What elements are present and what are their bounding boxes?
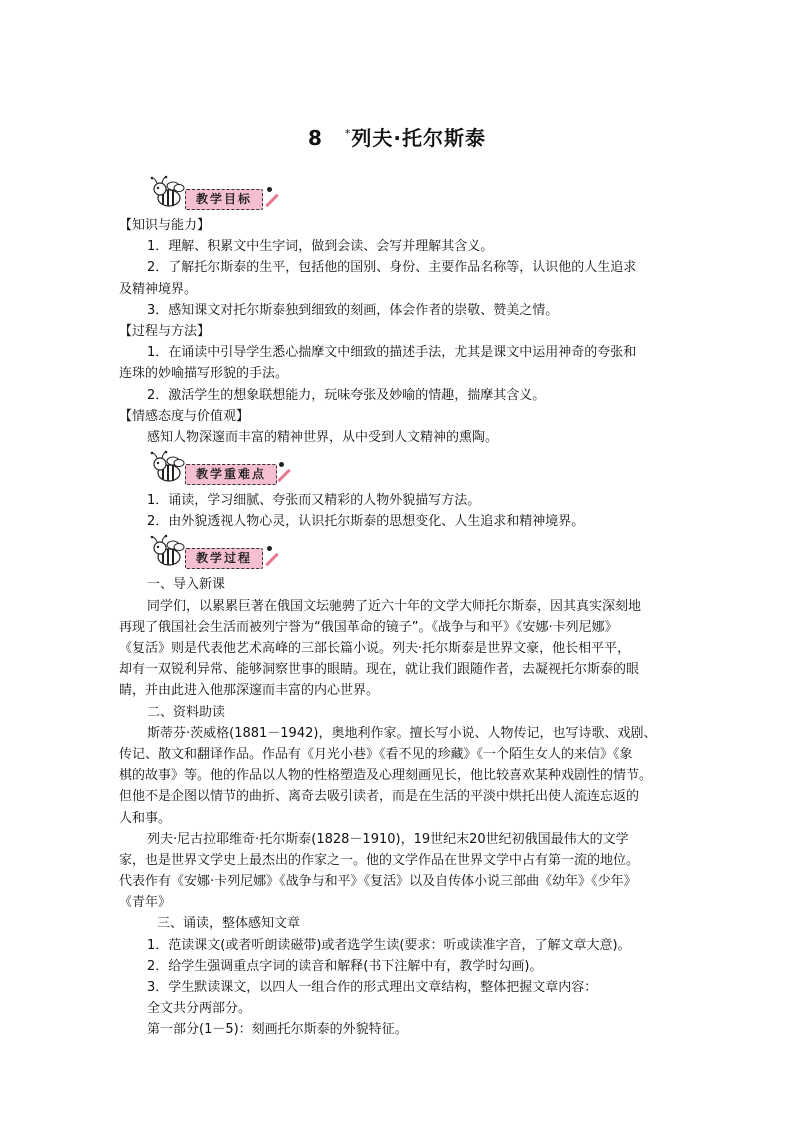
text-line: 列夫·尼古拉耶维奇·托尔斯泰(1828－1910)，19世纪末20世纪初俄国最伟大的文学 xyxy=(147,831,629,847)
section-badge-label: 教学重难点 xyxy=(185,464,277,485)
badge-dot-icon xyxy=(267,546,272,551)
text-line: 1．在诵读中引导学生悉心揣摩文中细致的描述手法，尤其是课文中运用神奇的夸张和 xyxy=(147,345,637,361)
badge-dot-icon xyxy=(279,462,284,467)
section-badge-goals xyxy=(119,175,679,215)
text-line: 家，也是世界文学史上最杰出的作家之一。他的文学作品在世界文学中占有第一流的地位。 xyxy=(119,852,640,868)
bee-icon xyxy=(149,175,187,211)
text-line: 【情感态度与价值观】 xyxy=(119,408,250,424)
text-line: 一、导入新课 xyxy=(147,577,226,593)
pencil-icon xyxy=(277,469,290,482)
text-line: 棋的故事》等。他的作品以人物的性格塑造及心理刻画见长，他比较喜欢某种戏剧性的情节。 xyxy=(119,768,653,784)
pencil-icon xyxy=(265,553,278,566)
text-line: 《复活》则是代表他艺术高峰的三部长篇小说。列夫·托尔斯泰是世界文豪，他长相平平， xyxy=(119,641,631,656)
text-line: 【知识与能力】 xyxy=(119,218,211,233)
text-line: 传记、散文和翻译作品。作品有《月光小巷》《看不见的珍藏》《一个陌生女人的来信》《象 xyxy=(119,746,633,762)
lesson-content xyxy=(119,173,679,1041)
text-line: 三、诵读，整体感知文章 xyxy=(157,916,301,932)
self-study-marker: * xyxy=(344,127,352,140)
text-line: 但他不是企图以情节的曲折、离奇去吸引读者，而是在生活的平淡中烘托出使人流连忘返的 xyxy=(119,789,640,805)
text-line: 及精神境界。 xyxy=(119,281,198,297)
bee-icon xyxy=(149,450,187,486)
text-line: 人和事。 xyxy=(119,810,172,826)
bee-icon xyxy=(149,534,187,570)
lesson-name: 列夫·托尔斯泰 xyxy=(351,126,487,150)
text-line: 第一部分(1－5)：刻画托尔斯泰的外貌特征。 xyxy=(147,1022,408,1038)
section-badge-label: 教学目标 xyxy=(185,189,263,210)
text-line: 二、资料助读 xyxy=(147,704,226,720)
text-line: 【过程与方法】 xyxy=(119,323,211,339)
text-line: 1．理解、积累文中生字词，做到会读、会写并理解其含义。 xyxy=(147,239,494,255)
text-line: 2．了解托尔斯泰的生平，包括他的国别、身份、主要作品名称等，认识他的人生追求 xyxy=(147,260,637,276)
pencil-icon xyxy=(265,194,278,207)
badge-dot-icon xyxy=(267,187,272,192)
text-line: 3．感知课文对托尔斯泰独到细致的刻画，体会作者的崇敬、赞美之情。 xyxy=(147,302,559,318)
text-line: 1．范读课文(或者听朗读磁带)或者选学生读(要求：听或读准字音，了解文章大意)。 xyxy=(147,937,631,953)
text-line: 2．给学生强调重点字词的读音和解释(书下注解中有，教学时勾画)。 xyxy=(147,958,543,974)
text-line: 再现了俄国社会生活而被列宁誉为“俄国革命的镜子”。《战争与和平》《安娜·卡列尼娜》 xyxy=(119,619,618,635)
text-line: 1．诵读，学习细腻、夸张而又精彩的人物外貌描写方法。 xyxy=(147,493,481,509)
text-line: 斯蒂芬·茨威格(1881－1942)，奥地利作家。擅长写小说、人物传记，也写诗歌、戏剧、 xyxy=(147,725,657,741)
text-line: 却有一双锐利异常、能够洞察世事的眼睛。现在，就让我们跟随作者，去凝视托尔斯泰的眼 xyxy=(119,662,640,678)
section-badge-label: 教学过程 xyxy=(185,548,263,569)
text-line: 连珠的妙喻描写形貌的手法。 xyxy=(119,366,289,382)
text-line: 2．激活学生的想象联想能力，玩味夸张及妙喻的情趣，揣摩其含义。 xyxy=(147,387,546,403)
text-line: 《青年》 xyxy=(119,895,172,911)
page-title xyxy=(0,122,794,151)
text-line: 代表作有《安娜·卡列尼娜》《战争与和平》《复活》以及自传体小说三部曲《幼年》《少年》 xyxy=(119,874,637,890)
text-line: 全文共分两部分。 xyxy=(147,1001,252,1017)
text-line: 2．由外貌透视人物心灵，认识托尔斯泰的思想变化、人生追求和精神境界。 xyxy=(147,514,585,530)
text-line: 睛，并由此进入他那深邃而丰富的内心世界。 xyxy=(119,683,380,699)
text-line: 感知人物深邃而丰富的精神世界，从中受到人文精神的熏陶。 xyxy=(147,429,499,445)
section-badge-process xyxy=(119,534,679,574)
text-line: 3．学生默读课文，以四人一组合作的形式理出文章结构，整体把握文章内容： xyxy=(147,980,598,995)
text-line: 同学们，以累累巨著在俄国文坛驰骋了近六十年的文学大师托尔斯泰，因其真实深刻地 xyxy=(147,598,642,614)
lesson-number: 8 xyxy=(307,126,323,150)
section-badge-keypoints xyxy=(119,450,679,490)
